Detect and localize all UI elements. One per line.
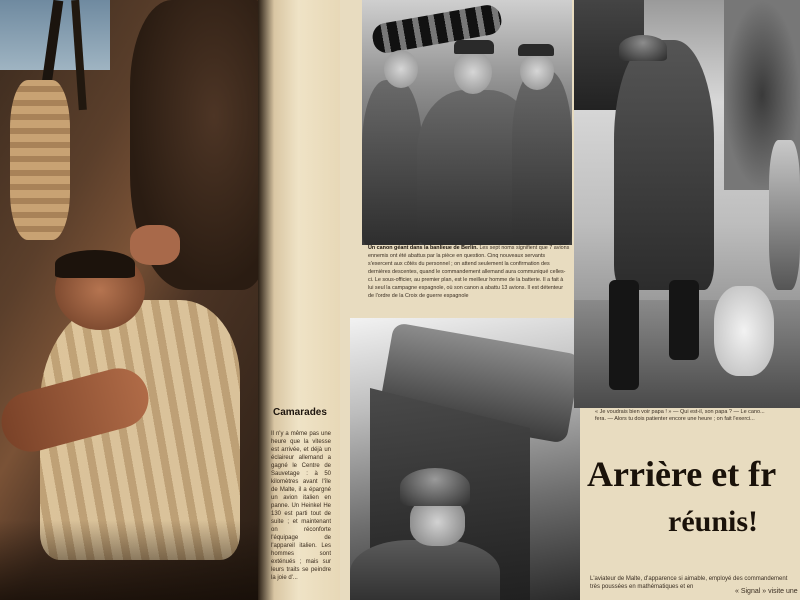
airman-hair <box>55 250 135 278</box>
jackboot <box>609 280 639 390</box>
column-title: Camarades <box>273 407 327 418</box>
headline-line-1: Arrière et fr <box>587 454 777 494</box>
anti-aircraft-crew-photo <box>362 0 572 245</box>
photo-caption <box>368 244 570 300</box>
photo-shadow <box>0 520 262 600</box>
headline-line-2: réunis! <box>668 505 758 538</box>
soldier-with-dog-photo <box>574 0 800 408</box>
article-body-signal: « Signal » visite une <box>735 588 798 595</box>
left-color-photo <box>0 0 262 600</box>
soldier-figure <box>362 80 422 245</box>
soldier-figure <box>512 70 572 245</box>
steel-helmet <box>400 468 470 506</box>
caption-text: Les sept noms signifient que 7 avions ennemis ont été abattus par la pièce en question. Cinq nouveaux servants s'exercent aux côtés du personnel ; on attend seulement la confirmation des dernières descentes, quand le commandement allemand aura communiqué celles-ci. Le sous-officier, au premier plan, est le meilleur homme de la batterie. Il a fait à lui seul la campagne espagnole, où son canon a abattu 13 avions. Il est détenteur de l'ordre de la Croix de guerre espagnole <box>368 245 570 299</box>
field-cap <box>518 44 554 56</box>
field-cap <box>454 40 494 54</box>
helping-hand <box>130 225 180 265</box>
child-figure <box>769 140 800 290</box>
flak-gunner-photo <box>350 318 580 600</box>
steel-helmet <box>619 35 667 61</box>
soldier-figure <box>614 40 714 290</box>
jackboot <box>669 280 699 360</box>
photo-caption <box>595 409 800 423</box>
sergeant-head <box>454 50 492 94</box>
column-text: Il n'y a même pas une heure que la vitesse est arrivée, et déjà un éclaireur allemand a gagné le Centre de Sauvetage : à 50 kilomètres avant l'île de Malte, il a épargné un avion italien en panne. Un Heinkel He 130 est parti tout de suite ; et maintenant on réconforte l'équipage de l'appareil italien. Les hommes sont exténués ; mais sur leurs traits se peindre la joie d'... <box>271 431 331 581</box>
life-vest-strap <box>10 80 70 240</box>
article-body: L'aviateur de Malte, d'apparence si aimable, employé des commandement très poussées en mathématiques et en <box>590 576 788 590</box>
caption-line: fera. — Alors tu dois patienter encore une heure ; on fait l'exerci... <box>595 416 755 422</box>
terrier-dog <box>714 286 774 376</box>
caption-line: « Je voudrais bien voir papa ! » — Qui est-il, son papa ? — Le cano... <box>595 409 765 415</box>
soldier-head <box>384 50 418 88</box>
caption-lead: Un canon géant dans la banlieue de Berlin. <box>368 245 478 251</box>
soldier-head <box>520 52 554 90</box>
gunner-body <box>350 540 500 600</box>
